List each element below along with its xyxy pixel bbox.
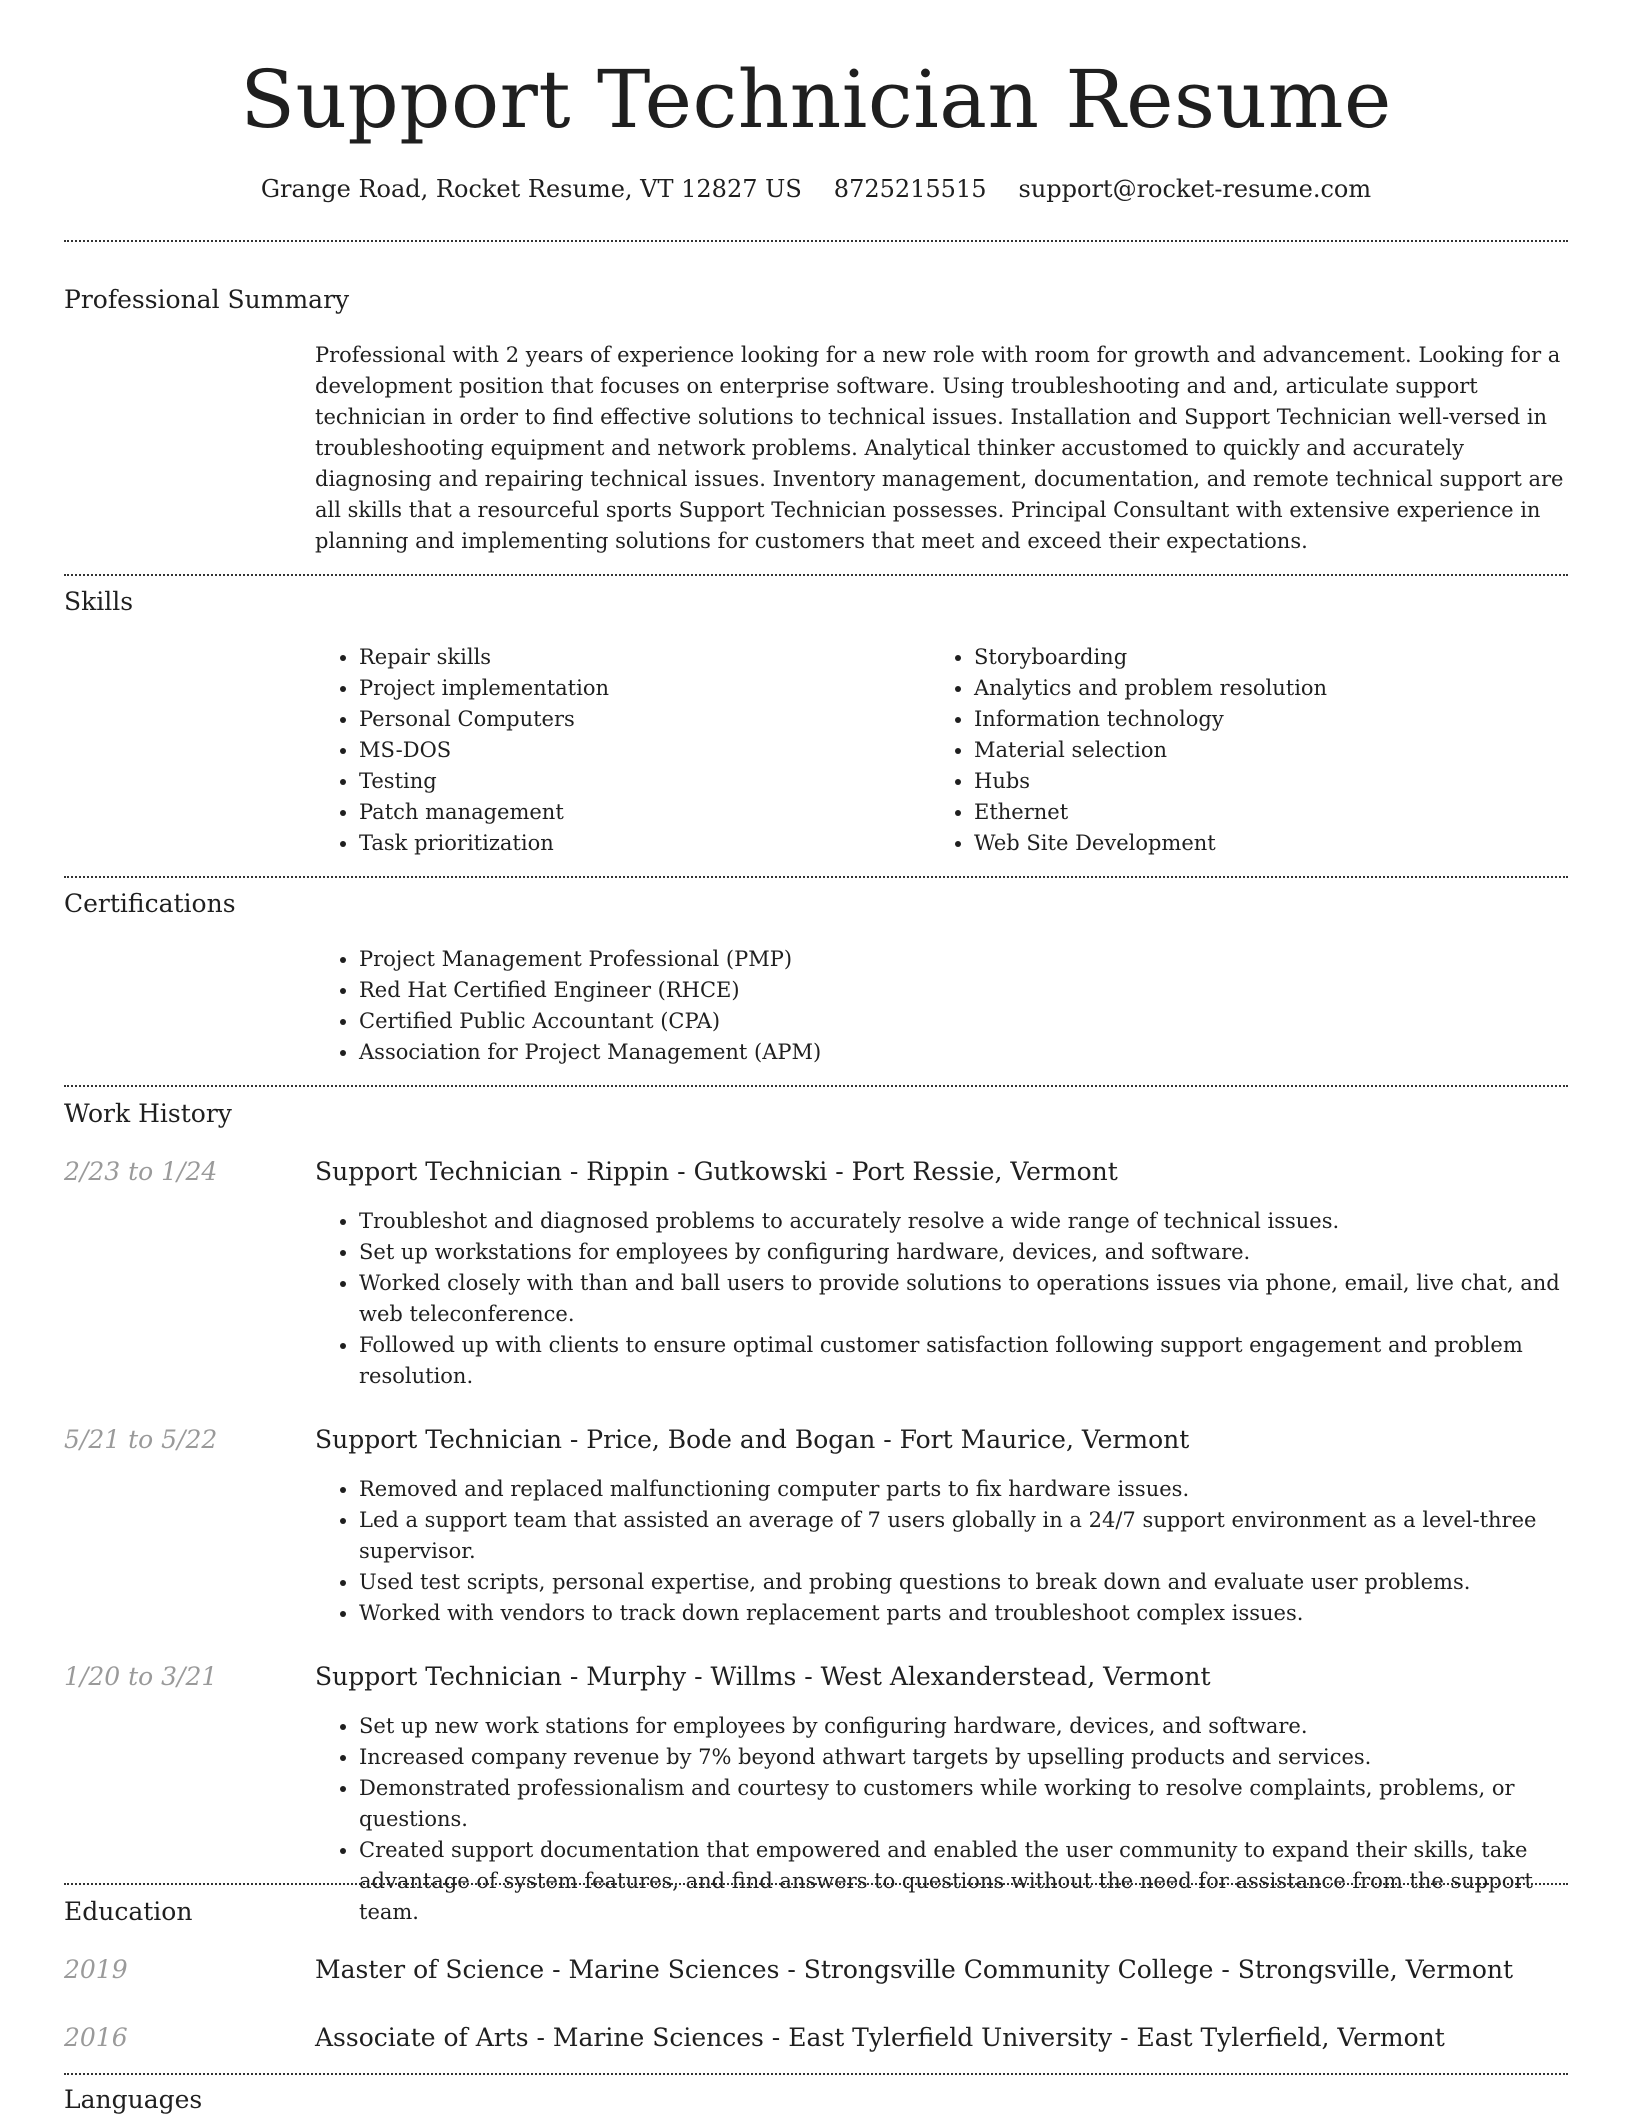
- skill-item: • Hubs: [974, 766, 1594, 797]
- certification-item: • Certified Public Accountant (CPA): [359, 1006, 1559, 1037]
- skills-heading: Skills: [64, 587, 134, 616]
- job-bullet: • Used test scripts, personal expertise, and probing questions to break down and evaluate user problems.: [359, 1567, 1570, 1598]
- skills-list-right: [930, 642, 1594, 859]
- summary-heading: Professional Summary: [64, 285, 350, 314]
- skill-item: • Analytics and problem resolution: [974, 673, 1594, 704]
- education-year: 2019: [64, 1955, 128, 1984]
- job-bullet: • Set up workstations for employees by configuring hardware, devices, and software.: [359, 1237, 1570, 1268]
- skill-item: • Web Site Development: [974, 828, 1594, 859]
- job-bullet: • Demonstrated professionalism and courtesy to customers while working to resolve complaints, problems, or questions.: [359, 1773, 1570, 1835]
- skill-item: • Material selection: [974, 735, 1594, 766]
- section-divider: [64, 2073, 1568, 2075]
- education-heading: Education: [64, 1897, 193, 1926]
- job-bullet: • Set up new work stations for employees by configuring hardware, devices, and software.: [359, 1711, 1570, 1742]
- skill-item: • Storyboarding: [974, 642, 1594, 673]
- certification-item: • Red Hat Certified Engineer (RHCE): [359, 975, 1559, 1006]
- job-title: Support Technician - Rippin - Gutkowski - Port Ressie, Vermont: [315, 1157, 1118, 1186]
- certifications-heading: Certifications: [64, 889, 236, 918]
- job-dates: 5/21 to 5/22: [64, 1425, 218, 1454]
- certification-item: • Project Management Professional (PMP): [359, 944, 1559, 975]
- skill-item: • Project implementation: [359, 673, 959, 704]
- skill-item: • Ethernet: [974, 797, 1594, 828]
- section-divider: [64, 574, 1568, 576]
- job-bullet: • Increased company revenue by 7% beyond athwart targets by upselling products and services.: [359, 1742, 1570, 1773]
- languages-heading: Languages: [64, 2085, 203, 2114]
- job-bullets: [315, 1474, 1570, 1629]
- section-divider: [64, 1883, 1568, 1885]
- job-bullet: • Worked with vendors to track down replacement parts and troubleshoot complex issues.: [359, 1598, 1570, 1629]
- job-bullet: • Led a support team that assisted an average of 7 users globally in a 24/7 support environment as a level-three supervisor.: [359, 1505, 1570, 1567]
- certifications-list: [315, 944, 1559, 1068]
- contact-phone: 8725215515: [833, 175, 987, 203]
- job-bullet: • Created support documentation that empowered and enabled the user community to expand their skills, take advantage of system features, and find answers to questions without the need for assistance from the support team.: [359, 1835, 1570, 1928]
- contact-email: support@rocket-resume.com: [1018, 175, 1372, 203]
- job-bullet: • Followed up with clients to ensure optimal customer satisfaction following support engagement and problem resolution.: [359, 1330, 1570, 1392]
- section-divider: [64, 876, 1568, 878]
- contact-line: [0, 174, 1632, 204]
- skill-item: • Task prioritization: [359, 828, 959, 859]
- job-bullets: [315, 1206, 1570, 1392]
- skill-item: • Information technology: [974, 704, 1594, 735]
- education-year: 2016: [64, 2023, 128, 2052]
- education-degree: Master of Science - Marine Sciences - Strongsville Community College - Strongsville, Vermont: [315, 1955, 1514, 1984]
- job-bullet: • Troubleshot and diagnosed problems to accurately resolve a wide range of technical issues.: [359, 1206, 1570, 1237]
- skill-item: • MS-DOS: [359, 735, 959, 766]
- skills-list-left: [315, 642, 959, 859]
- work-history-heading: Work History: [64, 1099, 232, 1128]
- job-dates: 2/23 to 1/24: [64, 1157, 218, 1186]
- education-degree: Associate of Arts - Marine Sciences - East Tylerfield University - East Tylerfield, Vermont: [315, 2023, 1445, 2052]
- section-divider: [64, 1085, 1568, 1087]
- certification-item: • Association for Project Management (APM): [359, 1037, 1559, 1068]
- job-title: Support Technician - Murphy - Willms - West Alexanderstead, Vermont: [315, 1662, 1211, 1691]
- resume-header: [0, 0, 1632, 204]
- skill-item: • Testing: [359, 766, 959, 797]
- skill-item: • Personal Computers: [359, 704, 959, 735]
- job-title: Support Technician - Price, Bode and Bogan - Fort Maurice, Vermont: [315, 1425, 1190, 1454]
- skill-item: • Patch management: [359, 797, 959, 828]
- contact-address: Grange Road, Rocket Resume, VT 12827 US: [260, 175, 802, 203]
- job-bullet: • Worked closely with than and ball users to provide solutions to operations issues via phone, email, live chat, and web teleconference.: [359, 1268, 1570, 1330]
- job-bullet: • Removed and replaced malfunctioning computer parts to fix hardware issues.: [359, 1474, 1570, 1505]
- skill-item: • Repair skills: [359, 642, 959, 673]
- job-dates: 1/20 to 3/21: [64, 1662, 218, 1691]
- resume-title: Support Technician Resume: [240, 53, 1392, 146]
- section-divider: [64, 240, 1568, 242]
- job-bullets: [315, 1711, 1570, 1928]
- summary-text: Professional with 2 years of experience looking for a new role with room for growth and advancement. Looking for a development position that focuses on enterprise software. Using troubleshooting and and, articulate support technician in order to find effective solutions to technical issues. Installation and Support Technician well-versed in troubleshooting equipment and network problems. Analytical thinker accustomed to quickly and accurately diagnosing and repairing technical issues. Inventory management, documentation, and remote technical support are all skills that a resourceful sports Support Technician possesses. Principal Consultant with extensive experience in planning and implementing solutions for customers that meet and exceed their expectations.: [315, 343, 1564, 553]
